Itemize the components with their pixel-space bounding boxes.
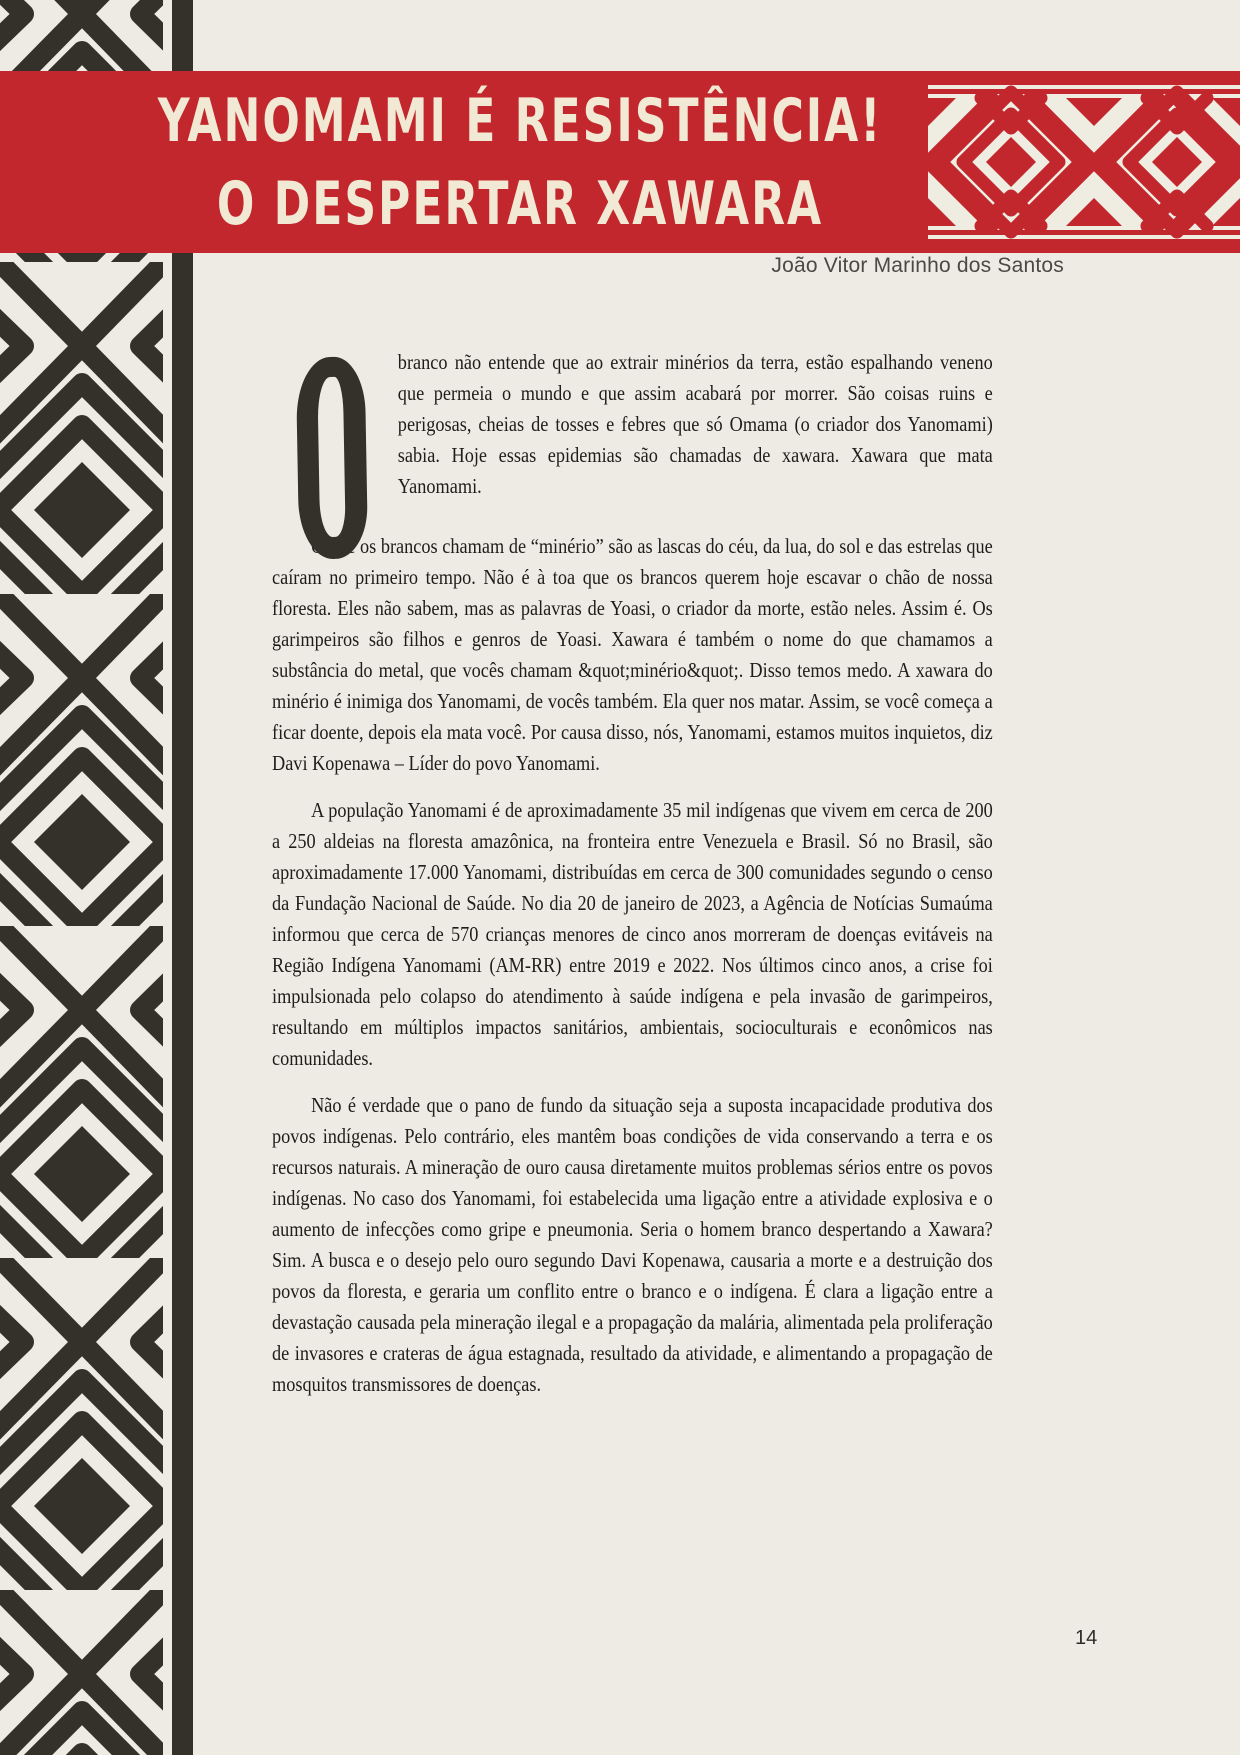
title-line-2: O DESPERTAR XAWARA xyxy=(216,168,824,239)
title-line-1: YANOMAMI É RESISTÊNCIA! xyxy=(157,85,883,156)
left-border-pattern xyxy=(0,0,163,1755)
author-byline: João Vitor Marinho dos Santos xyxy=(771,254,1064,277)
left-border-stripe xyxy=(172,0,193,1755)
paragraph-3: A população Yanomami é de aproximadamente 35 mil indígenas que vivem em cerca de 200 a 250 aldeias na floresta amazônica, na fronteira entre Venezuela e Brasil. Só no Brasil, são aproximadamente 17.000 Yanomami, distribuídas em cerca de 300 comunidades segundo o censo da Fundação Nacional de Saúde. No dia 20 de janeiro de 2023, a Agência de Notícias Sumaúma informou que cerca de 570 crianças menores de cinco anos morreram de doenças evitáveis na Região Indígena Yanomami (AM-RR) entre 2019 e 2022. Nos últimos cinco anos, a crise foi impulsionada pelo colapso do atendimento à saúde indígena e pela invasão de garimpeiros, resultando em múltiplos impactos sanitários, ambientais, socioculturais e econômicos nas comunidades. xyxy=(272,798,993,1070)
paragraph-2: O que os brancos chamam de “minério” são as lascas do céu, da lua, do sol e das estrelas que caíram no primeiro tempo. Não é à toa que os brancos querem hoje escavar o chão de nossa floresta. Eles não sabem, mas as palavras de Yoasi, o criador da morte, estão neles. Assim é. Os garimpeiros são filhos e genros de Yoasi. Xawara é também o nome do que chamamos a substância do metal, que vocês chamam &quot;minério&quot;. Disso temos medo. A xawara do minério é inimiga dos Yanomami, de vocês também. Ela quer nos matar. Assim, se você começa a ficar doente, depois ela mata você. Por causa disso, nós, Yanomami, estamos muitos inquietos, diz Davi Kopenawa – Líder do povo Yanomami. xyxy=(272,534,993,775)
banner-tribal-pattern xyxy=(928,71,1240,253)
page-number: 14 xyxy=(1075,1627,1098,1649)
paragraph-4: Não é verdade que o pano de fundo da situação seja a suposta incapacidade produtiva dos povos indígenas. Pelo contrário, eles mantêm boas condições de vida conservando a terra e os recursos naturais. A mineração de ouro causa diretamente muitos problemas sérios entre os povos indígenas. No caso dos Yanomami, foi estabelecida uma ligação entre a atividade explosiva e o aumento de infecções como gripe e pneumonia. Seria o homem branco despertando a Xawara? Sim. A busca e o desejo pelo ouro segundo Davi Kopenawa, causaria a morte e a destruição dos povos da floresta, e geraria um conflito entre o branco e o indígena. É clara a ligação entre a devastação causada pela mineração ilegal e a propagação da malária, alimentada pela proliferação de invasores e crateras de água estagnada, resultado da atividade, e alimentando a propagação de mosquitos transmissores de doenças. xyxy=(272,1093,993,1396)
title-banner xyxy=(0,71,1240,253)
paragraph-1-text: branco não entende que ao extrair minérios da terra, estão espalhando veneno que permeia o mundo e que assim acabará por morrer. São coisas ruins e perigosas, cheias de tosses e febres que só Omama (o criador dos Yanomami) sabia. Hoje essas epidemias são chamadas de xawara. Xawara que mata Yanomami. xyxy=(397,350,993,498)
dropcap-letter xyxy=(272,347,398,531)
article-body xyxy=(272,347,993,1416)
dropcap-o-shape xyxy=(296,356,368,560)
paragraph-1 xyxy=(272,347,993,502)
article-title xyxy=(157,79,882,245)
